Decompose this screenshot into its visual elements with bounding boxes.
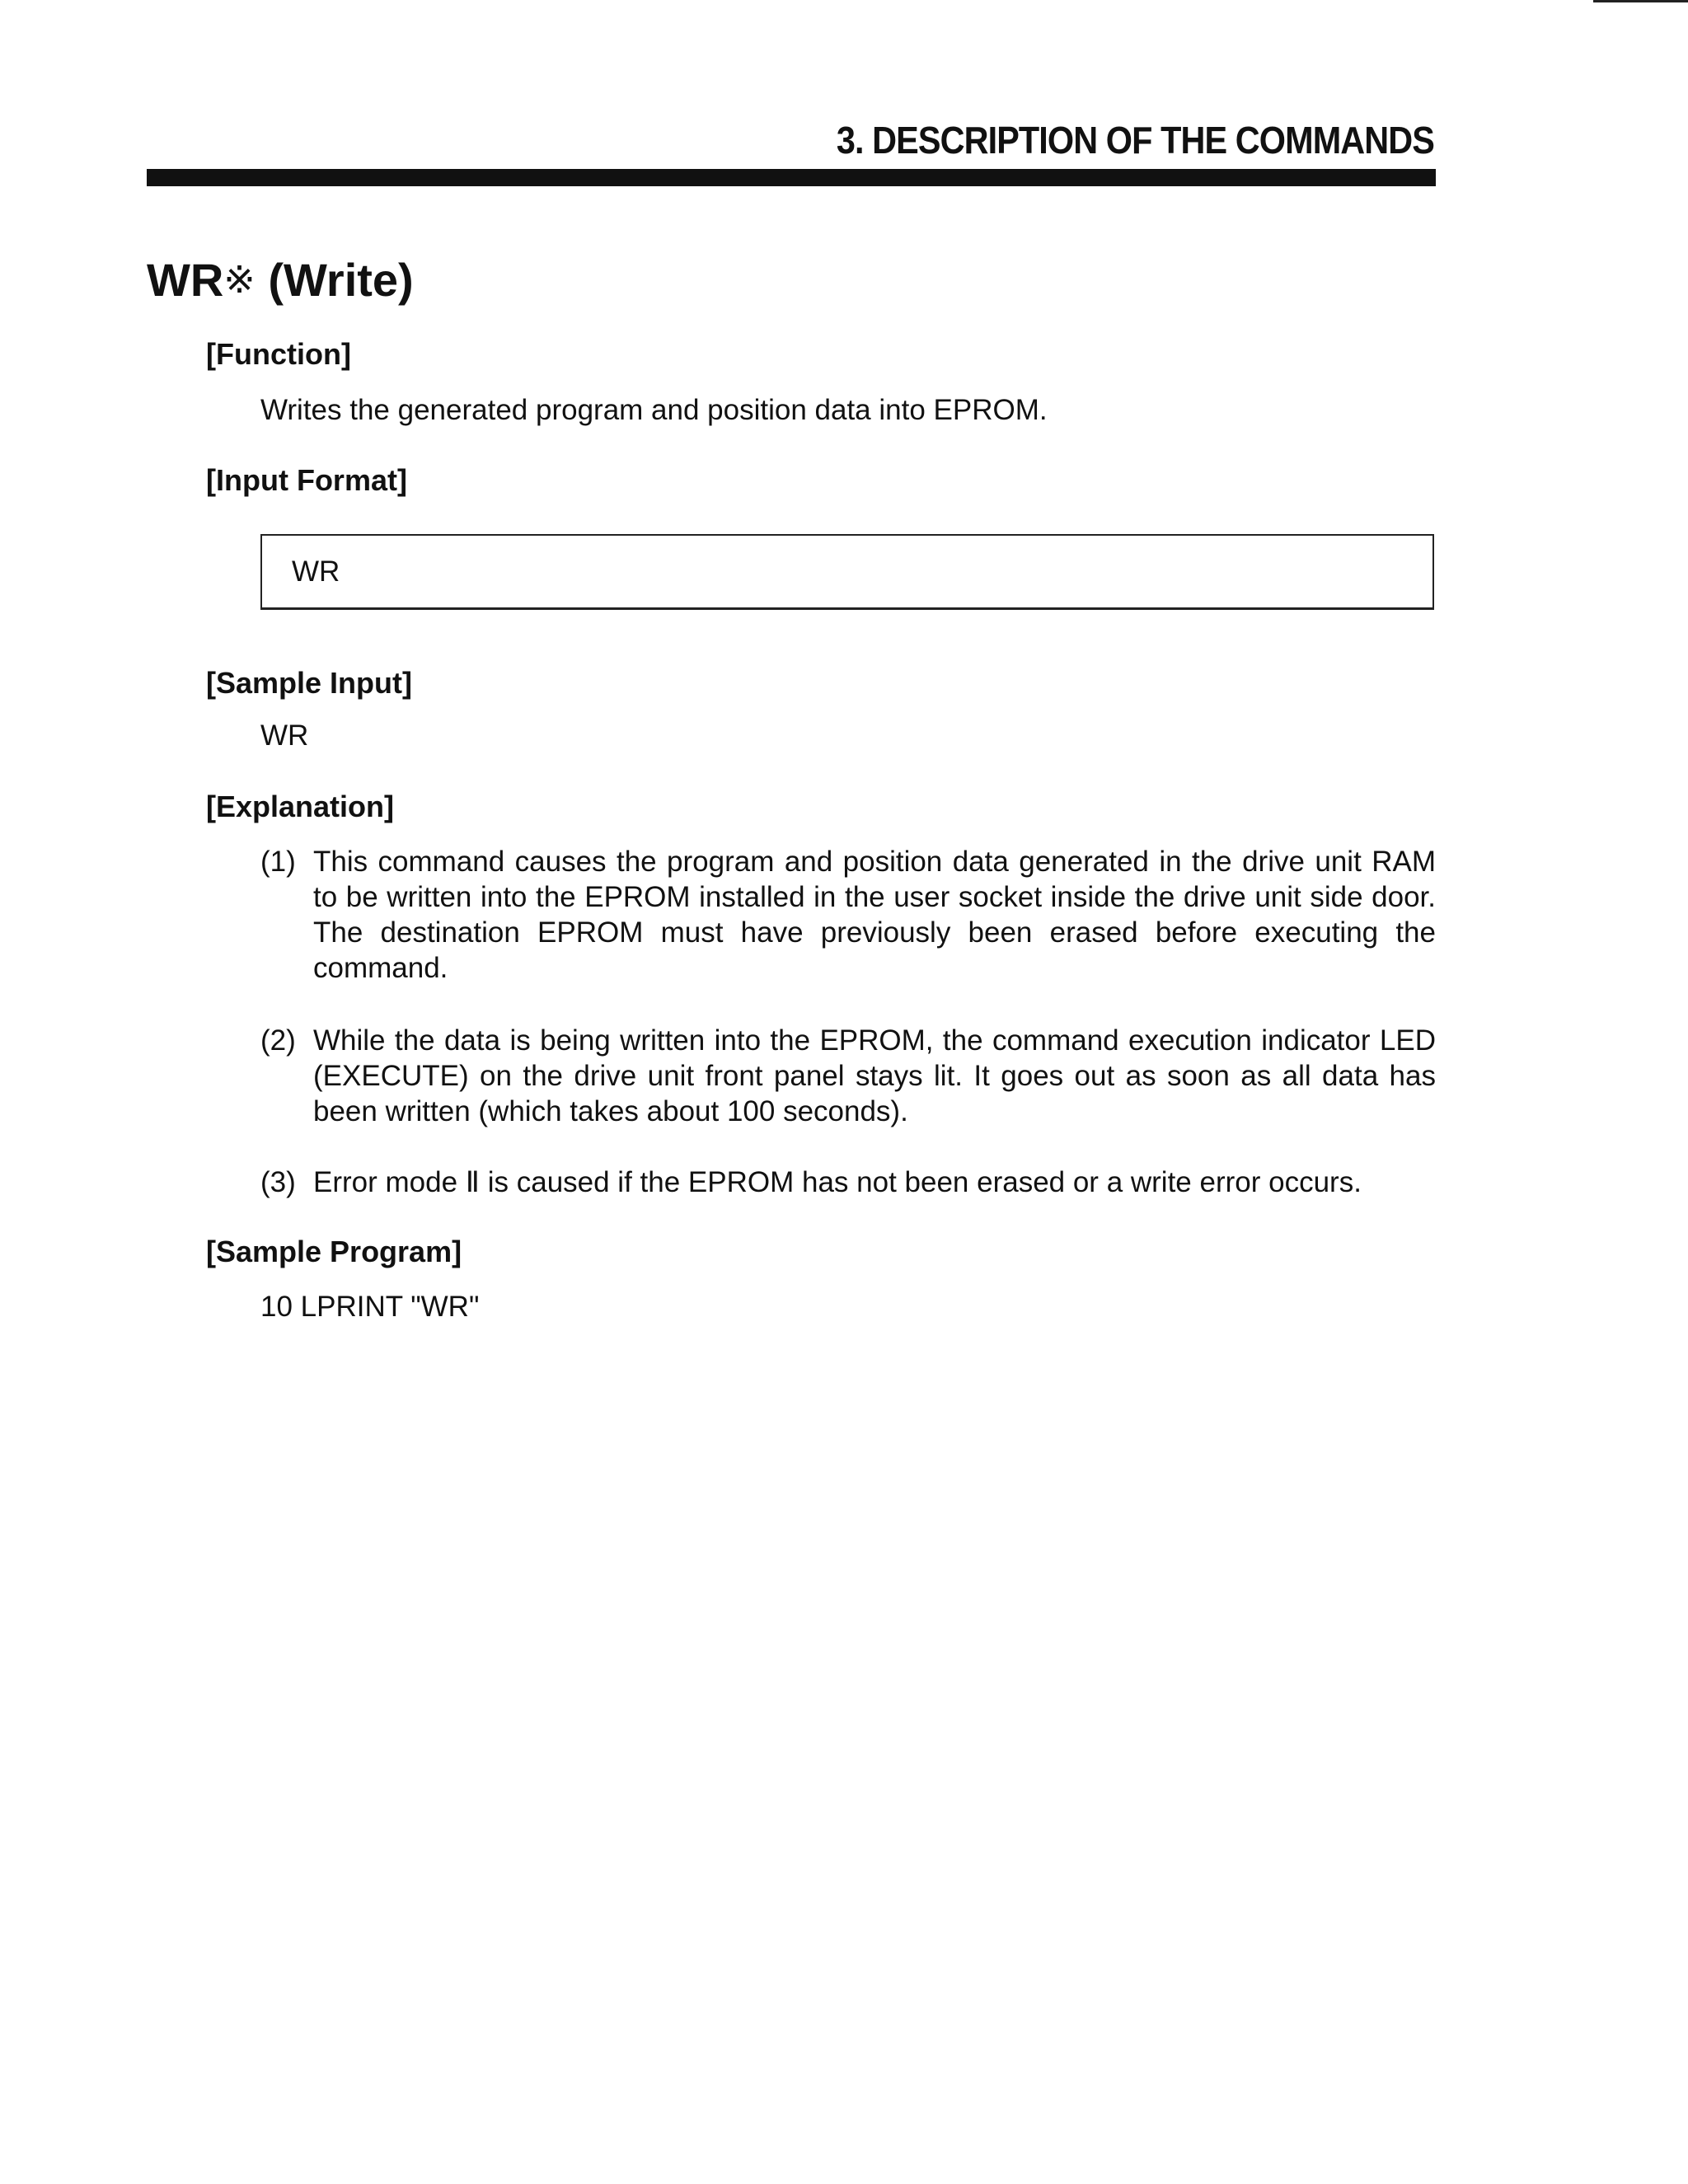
function-text: Writes the generated program and position data into EPROM. xyxy=(260,394,1048,426)
explanation-heading: [Explanation] xyxy=(206,790,395,823)
explanation-item-text: While the data is being written into the EPROM, the command execution indicator LED (EXECUTE) on the drive unit front panel stays lit. It goes out as soon as all data has been written (which takes about 100 seconds). xyxy=(313,1024,1436,1127)
explanation-item-text: Error mode Ⅱ is caused if the EPROM has not been erased or a write error occurs. xyxy=(313,1166,1362,1198)
sample-program-line: 10 LPRINT "WR" xyxy=(260,1291,480,1323)
input-format-heading: [Input Format] xyxy=(206,463,407,497)
explanation-item-text: This command causes the program and position data generated in the drive unit RAM to be written into the EPROM installed in the user socket inside the drive unit side door. The destination EPROM must have previously been erased before executing the command. xyxy=(313,846,1436,984)
function-heading: [Function] xyxy=(206,337,351,371)
sample-input-heading: [Sample Input] xyxy=(206,666,412,700)
explanation-item-number: (3) xyxy=(260,1166,296,1198)
explanation-item-number: (1) xyxy=(260,846,296,878)
command-code: WR xyxy=(147,254,224,306)
page-corner-mark xyxy=(1593,0,1688,2)
sample-program-heading: [Sample Program] xyxy=(206,1235,462,1268)
command-title xyxy=(147,251,414,312)
input-format-value: WR xyxy=(292,555,340,588)
explanation-item-number: (2) xyxy=(260,1024,296,1057)
header-rule xyxy=(147,169,1436,186)
command-name: (Write) xyxy=(268,254,414,306)
chapter-header: 3. DESCRIPTION OF THE COMMANDS xyxy=(836,119,1434,162)
sample-input-value: WR xyxy=(260,719,309,752)
reference-mark: ※ xyxy=(223,258,256,301)
input-format-box xyxy=(260,534,1434,610)
